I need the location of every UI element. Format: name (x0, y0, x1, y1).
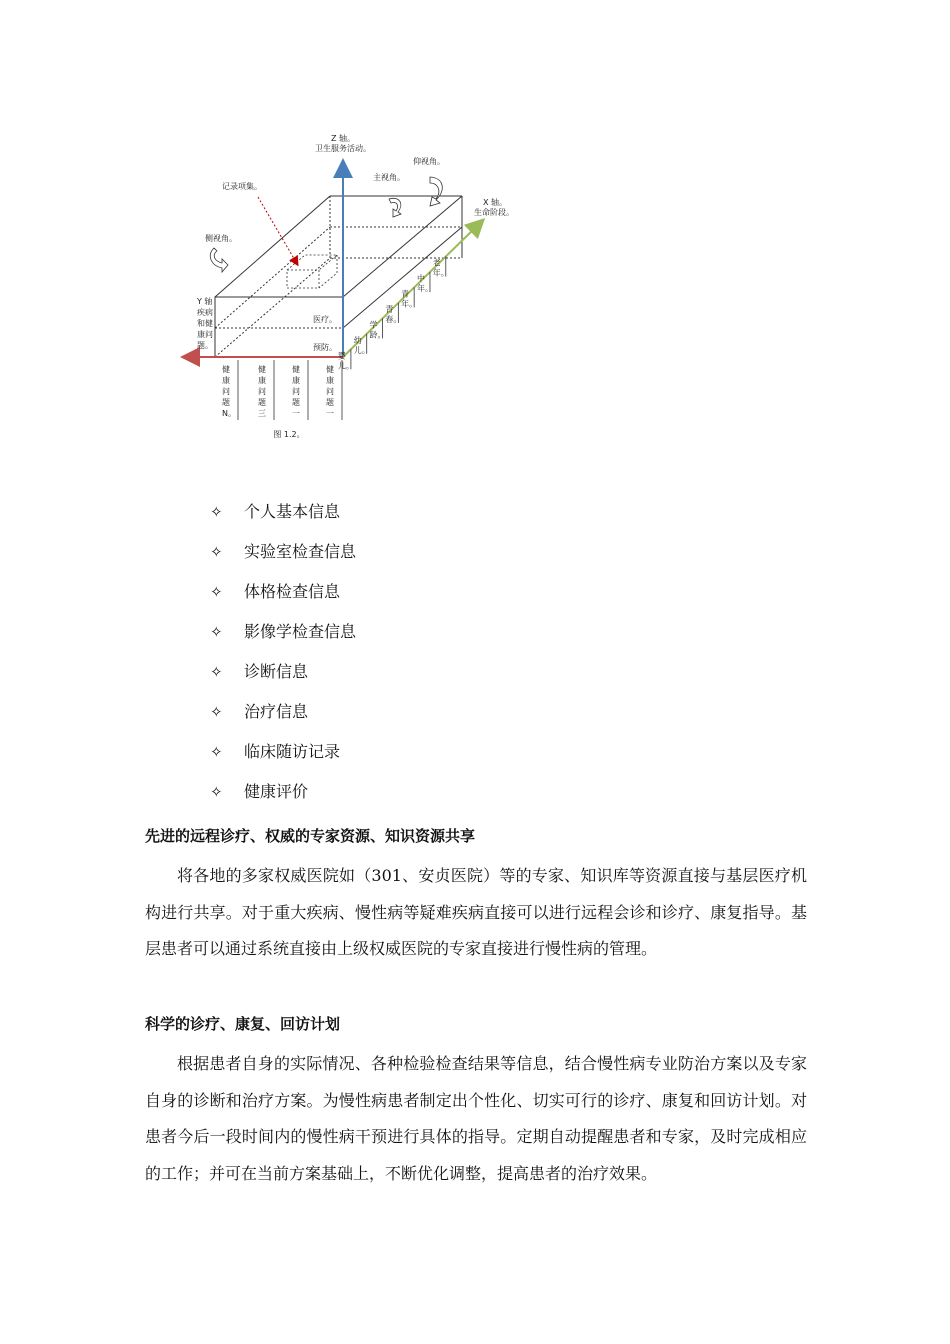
list-item: ✧ 健康评价 (210, 772, 356, 812)
health-issue-label: 健 (292, 365, 300, 374)
life-stage-label: 年。 (416, 283, 433, 293)
record-set-arrow (258, 197, 296, 262)
bullet-star-icon: ✧ (210, 543, 223, 561)
list-item: ✧ 体格检查信息 (210, 572, 356, 612)
life-stage-label: 青 (385, 304, 394, 314)
medical-layer-label: 医疗。 (313, 315, 337, 324)
life-stage-label: 儿。 (337, 361, 354, 371)
main-view-label: 主视角。 (373, 173, 405, 182)
life-stage-label: 儿。 (353, 345, 370, 355)
main-view-arrow-icon (389, 198, 401, 217)
health-issue-label: 健 (326, 365, 334, 374)
health-issue-label: 一 (326, 409, 334, 418)
health-issue-label: 康 (222, 376, 230, 385)
life-stage-label: 中 (416, 273, 425, 283)
health-issue-label: 健 (258, 365, 266, 374)
z-axis-label: Z 轴。 (330, 134, 356, 143)
health-issue-label: 题 (292, 398, 300, 407)
life-stage-label: 龄。 (369, 330, 386, 340)
section-heading-plan: 科学的诊疗、康复、回访计划 (145, 1015, 341, 1033)
side-view-label: 侧视角。 (205, 234, 237, 243)
life-stage-label: 年。 (401, 299, 418, 309)
health-record-3d-diagram (0, 0, 950, 460)
health-issue-label: 题 (326, 398, 334, 407)
list-item: ✧ 实验室检查信息 (210, 532, 356, 572)
section-heading-remote: 先进的远程诊疗、权威的专家资源、知识资源共享 (145, 827, 476, 845)
health-issue-label: 一 (292, 409, 300, 418)
life-stage-label: 春。 (385, 314, 402, 324)
health-issue-label: 问 (258, 387, 266, 396)
section-body-remote: 将各地的多家权威医院如（301、安贞医院）等的专家、知识库等资源直接与基层医疗机构进行共享。对于重大疾病、慢性病等疑难疾病直接可以进行远程会诊和诊疗、康复指导。基层患者可以通过系统直接由上级权威医院的专家直接进行慢性病的管理。 (145, 866, 807, 958)
y-axis-label-4: 康问 (197, 330, 213, 339)
figure-caption: 图 1.2。 (273, 430, 305, 439)
health-issue-label: 问 (222, 387, 230, 396)
z-axis-subtitle: 卫生服务活动。 (315, 144, 371, 153)
life-stage-label: 幼 (353, 335, 362, 345)
top-view-arrow-icon (430, 177, 442, 206)
health-issue-labels (222, 360, 342, 420)
health-issue-label: 健 (222, 365, 230, 374)
x-axis-subtitle: 生命阶段。 (474, 208, 514, 217)
life-stage-label: 青 (401, 289, 410, 299)
bullet-star-icon: ✧ (210, 623, 223, 641)
life-stage-label: 学 (369, 320, 378, 330)
section-body-plan: 根据患者自身的实际情况、各种检验检查结果等信息，结合慢性病专业防治方案以及专家自身的诊断和治疗方案。为慢性病患者制定出个性化、切实可行的诊疗、康复和回访计划。对患者今后一段时间内的慢性病干预进行具体的指导。定期自动提醒患者和专家，及时完成相应的工作；并可在当前方案基础上，不断优化调整，提高患者的治疗效果。 (145, 1054, 807, 1183)
bullet-star-icon: ✧ (210, 663, 223, 681)
y-axis-label-5: 题。 (197, 341, 213, 350)
x-axis-label: X 轴。 (483, 198, 508, 207)
record-item-list (210, 492, 356, 812)
health-issue-label: 三 (258, 409, 266, 418)
bullet-star-icon: ✧ (210, 703, 223, 721)
record-set-label: 记录项集。 (222, 182, 262, 191)
health-issue-label: N。 (222, 409, 236, 418)
health-issue-label: 问 (292, 387, 300, 396)
bullet-star-icon: ✧ (210, 583, 223, 601)
life-stage-label: 老 (432, 258, 441, 268)
side-view-arrow-icon (210, 248, 228, 272)
life-stage-label: 婴 (337, 351, 346, 361)
list-item: ✧ 诊断信息 (210, 652, 356, 692)
health-issue-label: 康 (258, 376, 266, 385)
health-issue-label: 问 (326, 387, 334, 396)
list-item: ✧ 个人基本信息 (210, 492, 356, 532)
y-axis-label-3: 和健 (197, 319, 213, 328)
top-view-label: 仰视角。 (413, 157, 445, 166)
x-axis (343, 225, 478, 357)
bullet-star-icon: ✧ (210, 743, 223, 761)
list-item: ✧ 治疗信息 (210, 692, 356, 732)
health-issue-label: 题 (258, 398, 266, 407)
life-stage-labels (338, 256, 449, 370)
health-issue-label: 康 (326, 376, 334, 385)
y-axis-label-2: 疾病 (197, 308, 213, 317)
bullet-star-icon: ✧ (210, 503, 223, 521)
prevention-layer-label: 预防。 (313, 343, 337, 352)
list-item: ✧ 临床随访记录 (210, 732, 356, 772)
health-issue-label: 康 (292, 376, 300, 385)
y-axis-label-1: Y 轴 (197, 297, 213, 306)
list-item: ✧ 影像学检查信息 (210, 612, 356, 652)
bullet-star-icon: ✧ (210, 783, 223, 801)
life-stage-label: 年。 (432, 268, 449, 278)
health-issue-label: 题 (222, 398, 230, 407)
